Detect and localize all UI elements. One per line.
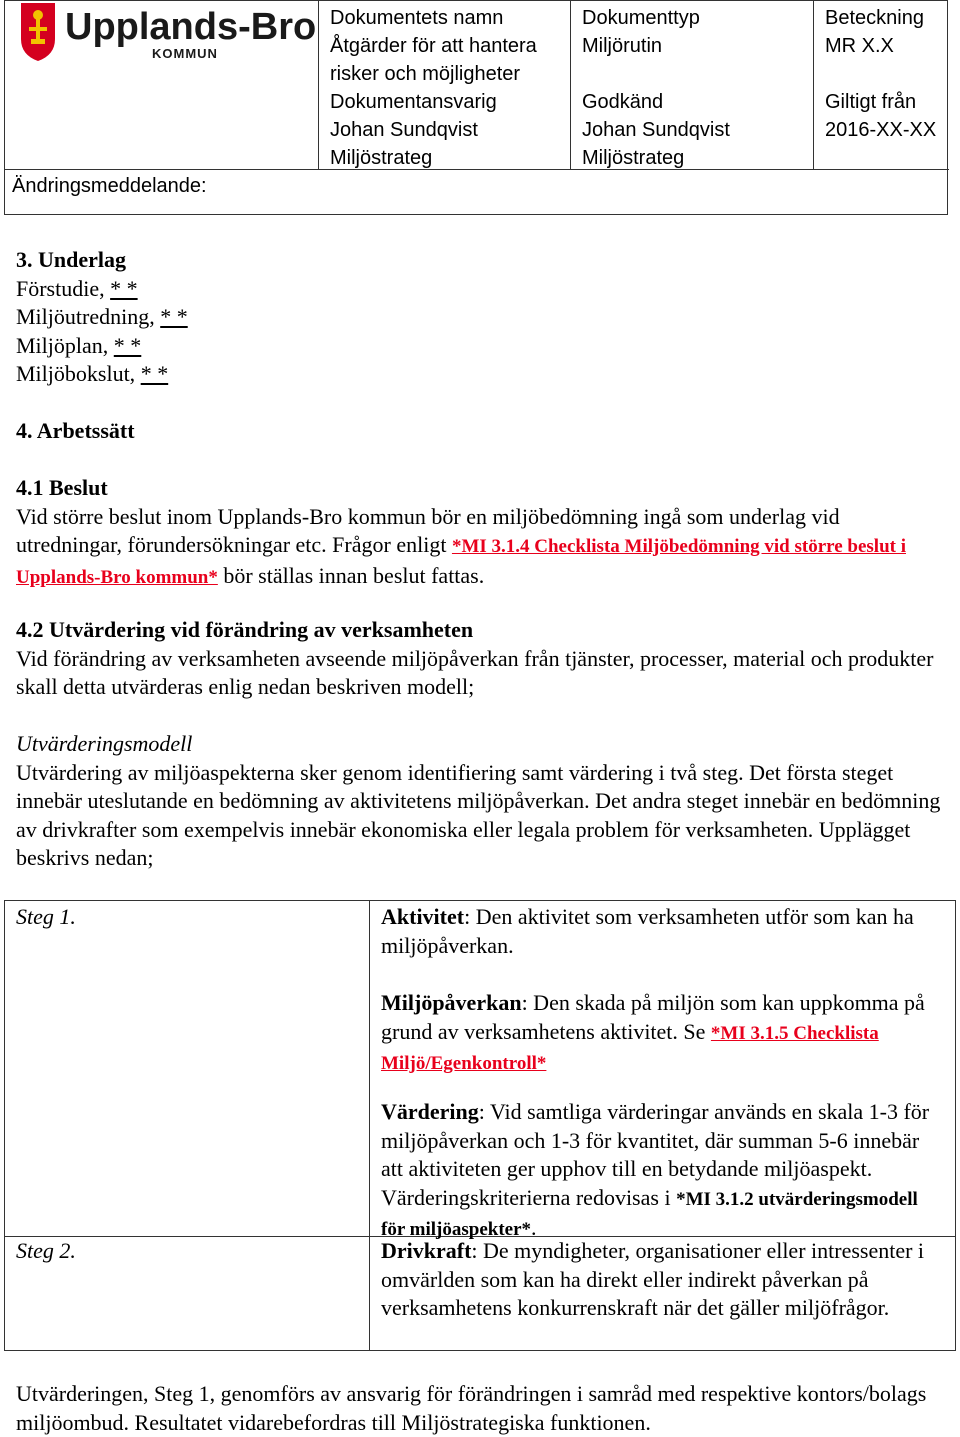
designation-value: MR X.X xyxy=(825,35,894,57)
responsible-name: Johan Sundqvist xyxy=(330,119,478,141)
underlag-item: Miljöplan, * * xyxy=(16,332,142,358)
valid-label: Giltigt från xyxy=(825,91,917,113)
model-text: Utvärdering av miljöaspekterna sker genom identifiering samt värdering i två steg. Det första steget innebär uteslutande en bedömning av aktivitetens miljöpåverkan. Det andra steget innebär en bedömning av drivkrafter som exempelvis innebär ekonomiska eller legala problem för verksamheten. Upplägget beskrivs nedan; xyxy=(16,759,941,871)
steps-table xyxy=(4,900,956,1351)
responsible-label: Dokumentansvarig xyxy=(330,91,497,113)
vardering-reference: *MI 3.1.2 utvärderingsmodell för miljöaspekter* xyxy=(381,1188,918,1241)
underlag-item: Miljöbokslut, * * xyxy=(16,361,169,387)
change-notice-label: Ändringsmeddelande: xyxy=(12,175,207,197)
section-4-1-heading: 4.1 Beslut xyxy=(16,475,108,500)
responsible-role: Miljöstrateg xyxy=(330,147,433,169)
egenkontroll-link[interactable]: *MI 3.1.5 Checklista Miljö/Egenkontroll* xyxy=(381,1022,879,1075)
footer-paragraph: Utvärderingen, Steg 1, genomförs av ansvarig för förändringen i samråd med respektive kontors/bolags miljöombud. Resultatet vidarebefordras till Miljöstrategiska funktionen. xyxy=(16,1381,927,1435)
doc-name-label: Dokumentets namn xyxy=(330,7,504,29)
section-4-heading: 4. Arbetssätt xyxy=(16,418,135,443)
responsible-cell xyxy=(330,88,565,172)
underlag-item: Miljöutredning, * * xyxy=(16,304,188,330)
section-4-2-heading: 4.2 Utvärdering vid förändring av verksamheten xyxy=(16,617,474,642)
evaluation-model xyxy=(16,730,946,873)
reference-link[interactable]: * * xyxy=(113,332,142,358)
drivkraft-definition: Drivkraft: De myndigheter, organisationer eller intressenter i omvärlden som kan ha direkt eller indirekt påverkan på verksamhetens konkurrenskraft när det gäller miljöfrågor. xyxy=(381,1238,925,1321)
miljopaverkan-definition: Miljöpåverkan: Den skada på miljön som kan uppkomma på grund av verksamhetens aktivitet. Se *MI 3.1.5 Checklista Miljö/Egenkontroll* xyxy=(381,990,925,1075)
doc-name-cell xyxy=(330,4,565,88)
valid-cell xyxy=(825,88,945,144)
reference-link[interactable]: * * xyxy=(140,361,169,387)
coat-of-arms-icon xyxy=(21,3,55,61)
section-3-heading: 3. Underlag xyxy=(16,247,126,272)
doc-type-value: Miljörutin xyxy=(582,35,663,57)
doc-type-label: Dokumenttyp xyxy=(582,7,700,29)
section-4-1 xyxy=(16,474,951,592)
reference-link[interactable]: * * xyxy=(160,304,188,330)
section-4-2-text: Vid förändring av verksamheten avseende miljöpåverkan från tjänster, processer, material och produkter skall detta utvärderas enlig nedan beskriven modell; xyxy=(16,645,934,700)
approved-role: Miljöstrateg xyxy=(582,147,685,169)
section-4-2 xyxy=(16,616,951,702)
doc-name-value: Åtgärder för att hantera risker och möjligheter xyxy=(330,35,537,85)
municipality-logo xyxy=(17,1,317,61)
logo-subtext: KOMMUN xyxy=(152,46,218,61)
step-2-label: Steg 2. xyxy=(16,1238,76,1263)
valid-value: 2016-XX-XX xyxy=(825,119,937,141)
reference-link[interactable]: * * xyxy=(110,275,138,301)
section-underlag xyxy=(16,246,951,389)
approved-cell xyxy=(582,88,807,172)
document-header xyxy=(4,0,948,215)
logo-wordmark: Upplands-Bro xyxy=(65,6,317,48)
aktivitet-definition: Aktivitet: Den aktivitet som verksamheten utför som kan ha miljöpåverkan. xyxy=(381,904,914,958)
section-4-1-text: Vid större beslut inom Upplands-Bro kommun bör en miljöbedömning ingå som underlag vid utredningar, förundersökningar etc. Frågor enligt *MI 3.1.4 Checklista Miljöbedömning vid större beslut i Upplands-Bro kommun* bör ställas innan beslut fattas. xyxy=(16,503,907,588)
approved-name: Johan Sundqvist xyxy=(582,119,730,141)
approved-label: Godkänd xyxy=(582,91,664,113)
checklist-link[interactable]: *MI 3.1.4 Checklista Miljöbedömning vid större beslut i Upplands-Bro kommun* xyxy=(16,536,907,588)
designation-cell xyxy=(825,4,945,60)
step-1-label: Steg 1. xyxy=(16,904,76,929)
underlag-item: Förstudie, * * xyxy=(16,275,138,301)
doc-type-cell xyxy=(582,4,807,60)
model-heading: Utvärderingsmodell xyxy=(16,731,193,756)
vardering-definition: Värdering: Vid samtliga värderingar används en skala 1-3 för miljöpåverkan och 1-3 för kvantitet, där summan 5-6 innebär att aktiviteten ger upphov till en betydande miljöaspekt. Värderingskriterierna redovisas i *MI 3.1.2 utvärderingsmodell för miljöaspekter*. xyxy=(381,1099,930,1241)
designation-label: Beteckning xyxy=(825,7,924,29)
